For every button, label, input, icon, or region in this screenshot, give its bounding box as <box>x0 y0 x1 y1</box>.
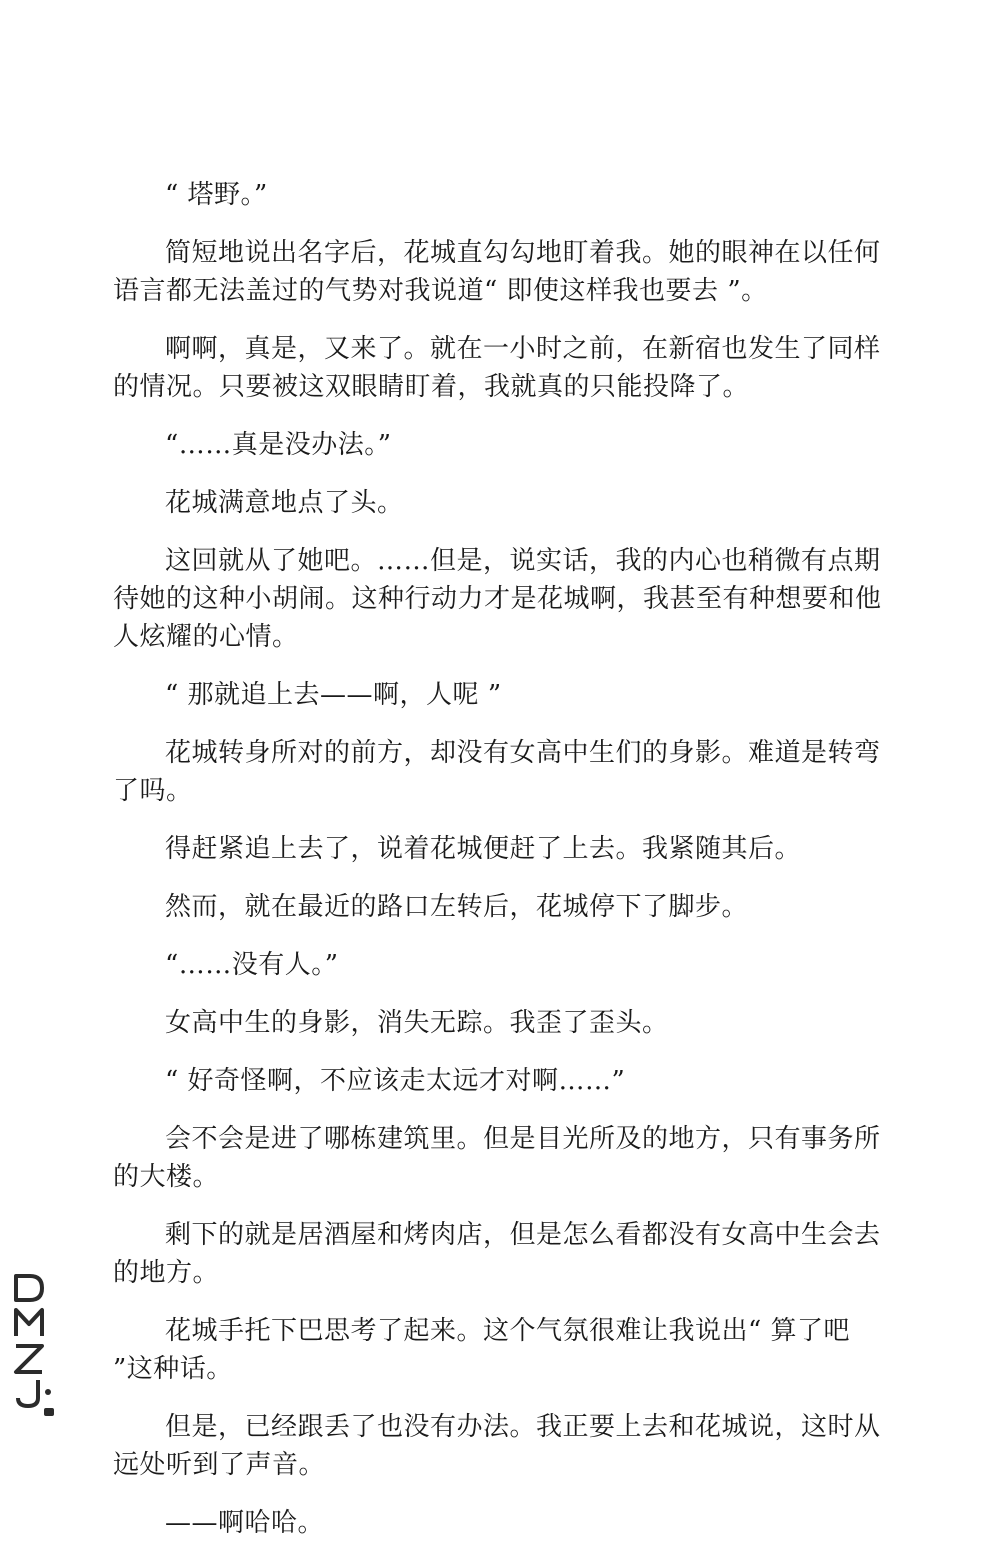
paragraph-5: 花城满意地点了头。 <box>165 488 404 518</box>
paragraph-1: “ 塔野。” <box>165 180 268 210</box>
paragraph-16: 花城手托下巴思考了起来。这个气氛很难让我说出“ 算了吧 ”这种话。 <box>113 1316 851 1384</box>
paragraph-9: 得赶紧追上去了，说着花城便赶了上去。我紧随其后。 <box>165 834 802 864</box>
paragraph-8: 花城转身所对的前方，却没有女高中生们的身影。难道是转弯了吗。 <box>113 738 881 806</box>
paragraph-14: 会不会是进了哪栋建筑里。但是目光所及的地方，只有事务所的大楼。 <box>113 1124 881 1192</box>
paragraph-10: 然而，就在最近的路口左转后，花城停下了脚步。 <box>165 892 749 922</box>
paragraph-7: “ 那就追上去——啊，人呢 ” <box>165 680 502 710</box>
paragraph-2: 简短地说出名字后，花城直勾勾地盯着我。她的眼神在以任何语言都无法盖过的气势对我说道“ 即使这样我也要去 ”。 <box>113 238 881 306</box>
paragraph-4: “……真是没办法。” <box>165 430 392 460</box>
paragraph-3: 啊啊，真是，又来了。就在一小时之前，在新宿也发生了同样的情况。只要被这双眼睛盯着，我就真的只能投降了。 <box>113 334 881 402</box>
paragraph-17: 但是，已经跟丢了也没有办法。我正要上去和花城说，这时从远处听到了声音。 <box>113 1412 881 1480</box>
paragraph-12: 女高中生的身影，消失无踪。我歪了歪头。 <box>165 1008 669 1038</box>
paragraph-11: “……没有人。” <box>165 950 339 980</box>
paragraph-6: 这回就从了她吧。……但是，说实话，我的内心也稍微有点期待她的这种小胡闹。这种行动力才是花城啊，我甚至有种想要和他人炫耀的心情。 <box>113 546 882 652</box>
paragraph-15: 剩下的就是居酒屋和烤肉店，但是怎么看都没有女高中生会去的地方。 <box>113 1220 881 1288</box>
paragraph-13: “ 好奇怪啊，不应该走太远才对啊……” <box>165 1066 626 1096</box>
dmzj-logo-icon <box>8 1270 56 1420</box>
paragraph-18: ——啊哈哈。 <box>165 1508 325 1538</box>
page-body <box>113 176 889 1562</box>
